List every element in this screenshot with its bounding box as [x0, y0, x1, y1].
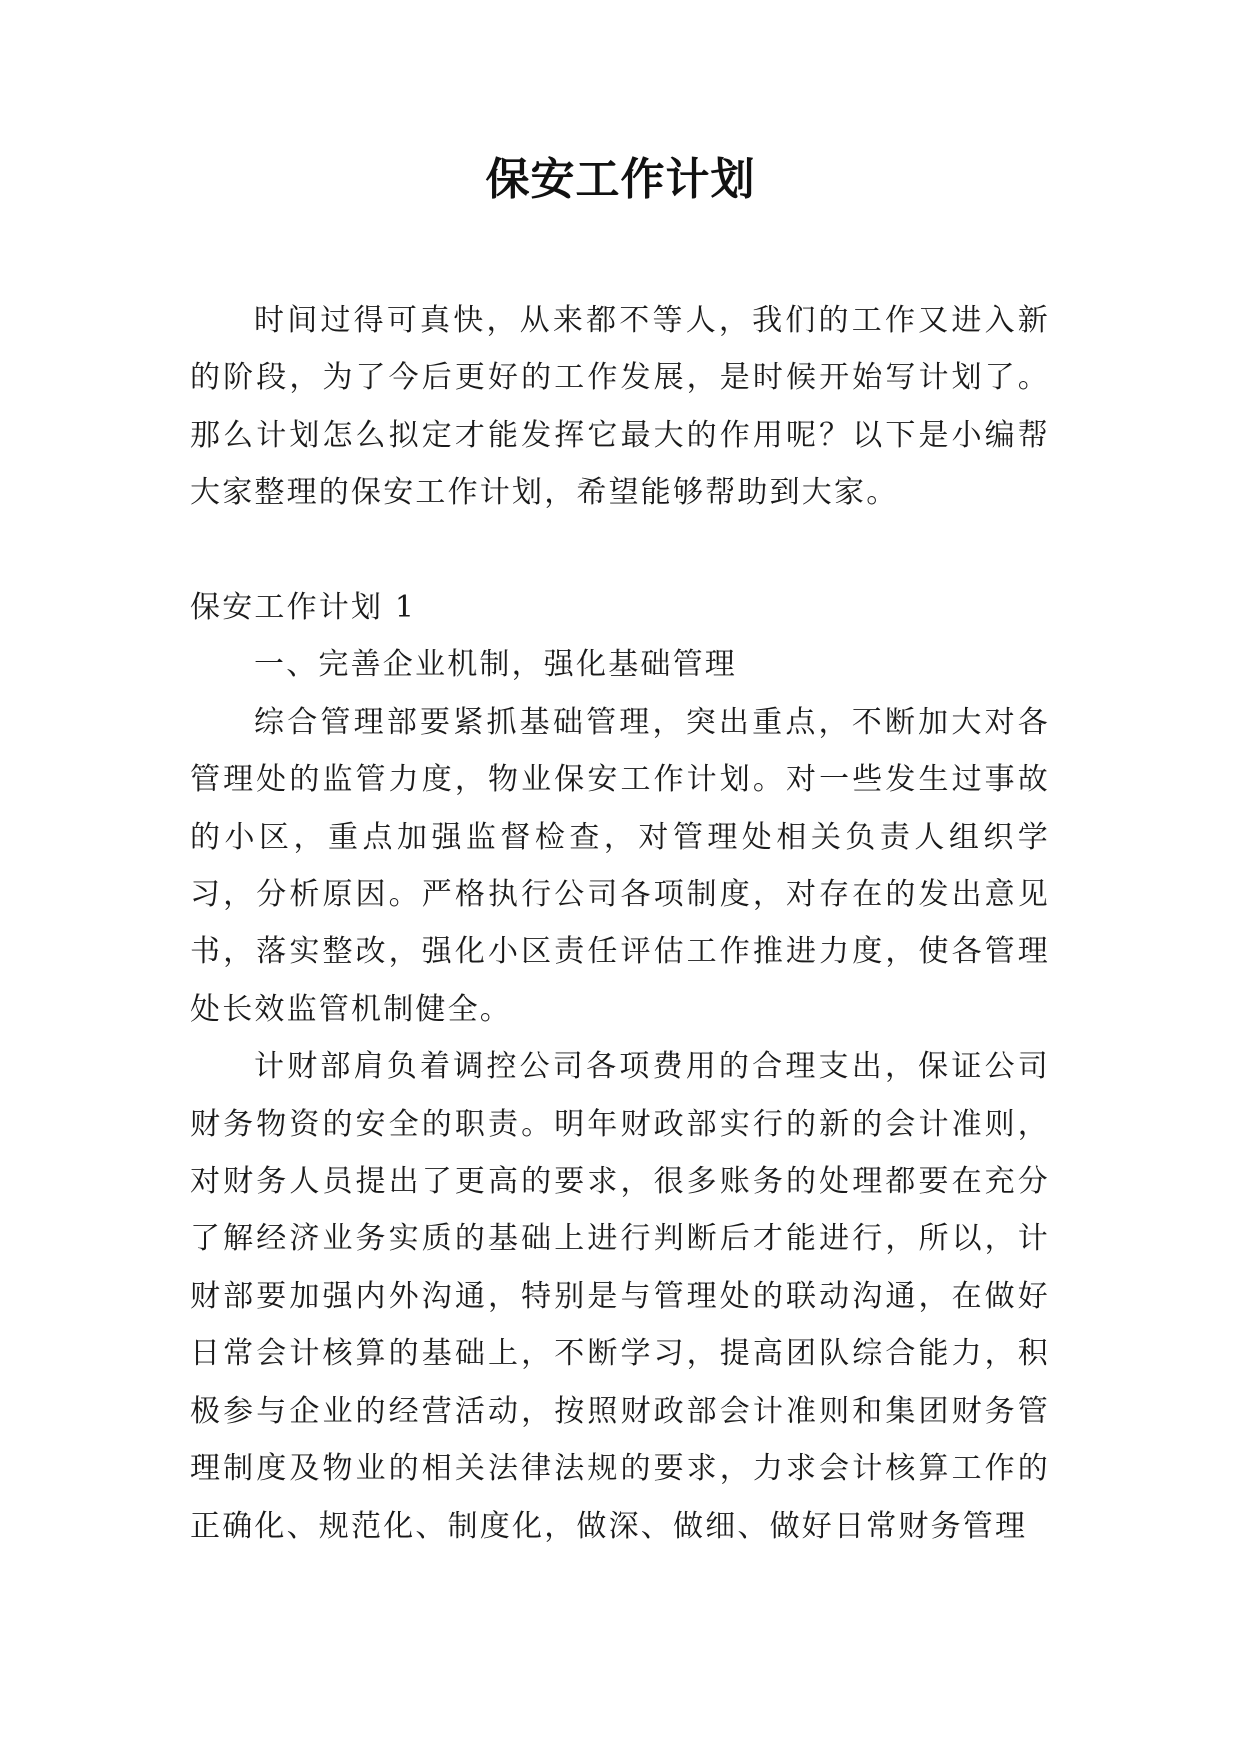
body-paragraph: 综合管理部要紧抓基础管理，突出重点，不断加大对各管理处的监管力度，物业保安工作计划。对一些发生过事故的小区，重点加强监督检查，对管理处相关负责人组织学习，分析原因。严格执行公司各项制度，对存在的发出意见书，落实整改，强化小区责任评估工作推进力度，使各管理处长效监管机制健全。 [190, 704, 1050, 1027]
document-title: 保安工作计划 [485, 154, 756, 205]
body-paragraph: 计财部肩负着调控公司各项费用的合理支出，保证公司财务物资的安全的职责。明年财政部实行的新的会计准则，对财务人员提出了更高的要求，很多账务的处理都要在充分了解经济业务实质的基础上进行判断后才能进行，所以，计财部要加强内外沟通，特别是与管理处的联动沟通，在做好日常会计核算的基础上，不断学习，提高团队综合能力，积极参与企业的经营活动，按照财政部会计准则和集团财务管理制度及物业的相关法律法规的要求，力求会计核算工作的正确化、规范化、制度化，做深、做细、做好日常财务管理 [190, 1049, 1050, 1544]
document-body [190, 292, 1050, 1555]
subheading: 一、完善企业机制，强化基础管理 [254, 647, 737, 683]
intro-paragraph: 时间过得可真快，从来都不等人，我们的工作又进入新的阶段，为了今后更好的工作发展，是时候开始写计划了。那么计划怎么拟定才能发挥它最大的作用呢？以下是小编帮大家整理的保安工作计划，希望能够帮助到大家。 [190, 303, 1050, 511]
section-heading: 保安工作计划 1 [190, 590, 417, 626]
